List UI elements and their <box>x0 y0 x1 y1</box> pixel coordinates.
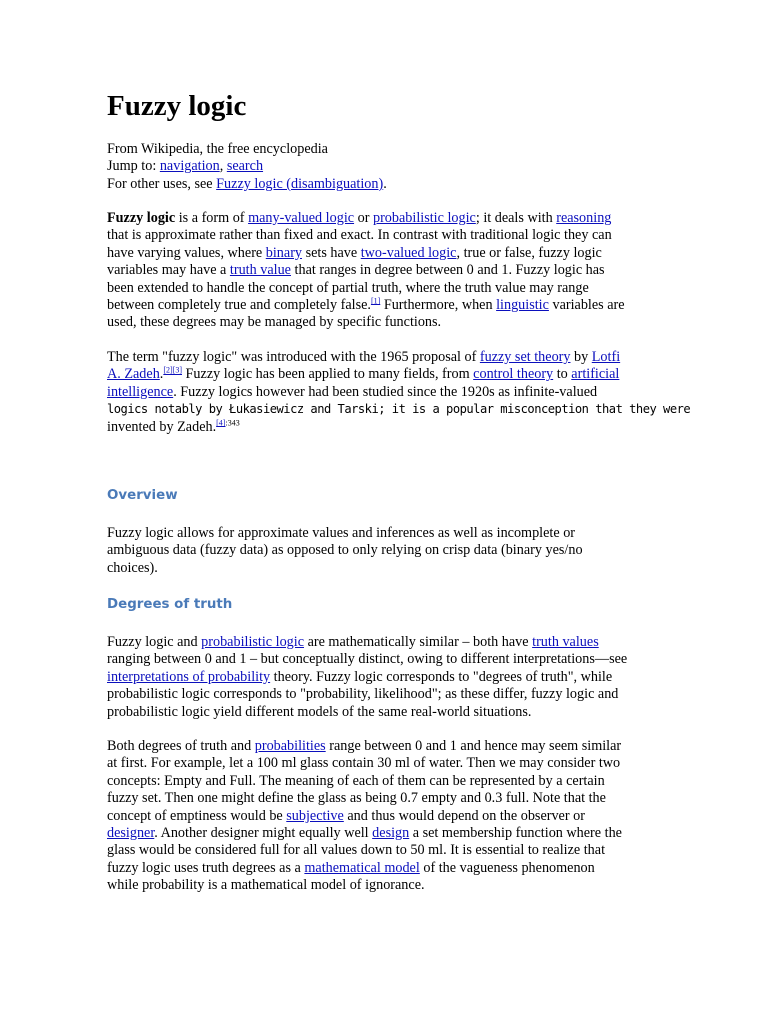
probabilistic-logic-link-2[interactable]: probabilistic logic <box>201 634 305 650</box>
navigation-link[interactable]: navigation <box>159 158 220 175</box>
interpretations-of-probability-link[interactable]: interpretations of probability <box>107 668 271 685</box>
reasoning-link[interactable]: reasoning <box>556 210 612 226</box>
jump-links: Jump to: navigation, search <box>107 158 264 175</box>
fuzzy-set-theory-link[interactable]: fuzzy set theory <box>479 349 571 365</box>
mathematical-model-link[interactable]: mathematical model <box>304 859 420 876</box>
design-link[interactable]: design <box>372 825 410 842</box>
truth-value-link[interactable]: truth value <box>229 262 291 279</box>
reference-1-link[interactable]: [1] <box>370 296 381 306</box>
overview-heading: Overview <box>107 488 178 503</box>
reference-4-link[interactable]: [4] <box>216 417 226 427</box>
designer-link[interactable]: designer <box>107 825 155 842</box>
source-note: From Wikipedia, the free encyclopedia <box>107 141 328 157</box>
lotfi-zadeh-link[interactable]: Lotfi <box>591 349 621 365</box>
degrees-paragraph-2: Both degrees of truth and probabilities range between 0 and 1 and hence may seem similar at first. For example, let a 100 ml glass contain 30 ml of water. Then we may consider two concepts: Empty and Full. The meaning of each of them can be represented by a certain fuzzy set. Then one might define the glass as being 0.7 empty and 0.3 full. Note that the concept of emptiness would be subjective and thus would depend on the observer or designer. Another designer might equally well design a set membership function where the glass would be considered full for all values down to 50 ml. It is essential to realize that fuzzy logic uses truth degrees as a mathematical model of the vagueness phenomenon while probability is a mathematical model of ignorance. <box>107 738 622 894</box>
many-valued-logic-link[interactable]: many-valued logic <box>248 210 355 226</box>
two-valued-logic-link[interactable]: two-valued logic <box>360 244 457 261</box>
lotfi-zadeh-link-cont[interactable]: A. Zadeh <box>107 366 160 383</box>
search-link[interactable]: search <box>226 158 264 175</box>
probabilistic-logic-link[interactable]: probabilistic logic <box>372 210 476 226</box>
control-theory-link[interactable]: control theory <box>473 366 554 383</box>
subjective-link[interactable]: subjective <box>286 807 344 824</box>
overview-paragraph: Fuzzy logic allows for approximate values and inferences as well as incomplete or ambiguous data (fuzzy data) as opposed to only relying on crisp data (binary yes/no choices). <box>107 525 583 576</box>
artificial-intelligence-link[interactable]: artificial <box>571 366 620 383</box>
other-uses-note: For other uses, see Fuzzy logic (disambiguation). <box>107 175 387 192</box>
degrees-paragraph-1: Fuzzy logic and probabilistic logic are mathematically similar – both have truth values ranging between 0 and 1 – but conceptually distinct, owing to different interpretations—see interpretations of probability theory. Fuzzy logic corresponds to "degrees of truth", while probabilistic logic corresponds to "probability, likelihood"; as these differ, fuzzy logic and probabilistic logic yield different models of the same real-world situations. <box>107 634 628 720</box>
page-title: Fuzzy logic <box>107 90 247 122</box>
intro-paragraph-2: The term "fuzzy logic" was introduced with the 1965 proposal of fuzzy set theory by Lotfi A. Zadeh.[2][3] Fuzzy logic has been applied to many fields, from control theory to artificial intelligence. Fuzzy logics however had been studied since the 1920s as infinite-valued logics notably by Łukasiewicz and Tarski; it is a popular misconception that they were invented by Zadeh.$^{[4]:343}$ <box>107 349 691 435</box>
truth-values-link[interactable]: truth values <box>532 634 599 650</box>
disambiguation-link[interactable]: Fuzzy logic (disambiguation) <box>216 175 384 192</box>
term-bold: Fuzzy logic <box>107 210 176 226</box>
probabilities-link[interactable]: probabilities <box>254 738 326 754</box>
article-meta <box>107 141 662 193</box>
linguistic-link[interactable]: linguistic <box>496 297 549 314</box>
artificial-intelligence-link-cont[interactable]: intelligence <box>107 383 174 400</box>
intro-paragraph-1: Fuzzy logic is a form of many-valued logic or probabilistic logic; it deals with reasoning that is approximate rather than fixed and exact. In contrast with traditional logic they can have varying values, where binary sets have two-valued logic, true or false, fuzzy logic variables may have a truth value that ranges in degree between 0 and 1. Fuzzy logic has been extended to handle the concept of partial truth, where the truth value may range between completely true and completely false.[1] Furthermore, when linguistic variables are used, these degrees may be managed by specific functions. <box>107 210 625 331</box>
degrees-of-truth-heading: Degrees of truth <box>107 597 233 612</box>
binary-link[interactable]: binary <box>265 244 303 261</box>
reference-2-3-link[interactable]: [2][3] <box>163 365 182 375</box>
